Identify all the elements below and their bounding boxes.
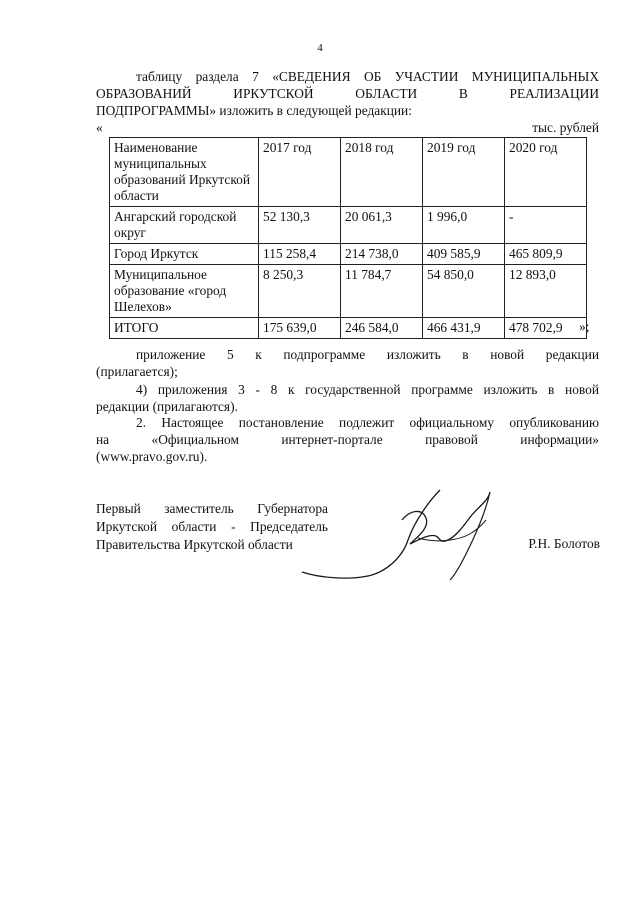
intro-paragraph: [96, 68, 599, 119]
total-value-cell: 246 584,0: [341, 318, 423, 339]
appendix3-8-line-1: 4) приложения 3 - 8 к государственной программе изложить в новой: [136, 382, 599, 397]
value-cell: 465 809,9: [505, 244, 587, 265]
appendix3-8-paragraph: [96, 381, 599, 415]
units-label: тыс. рублей: [532, 120, 599, 135]
header-cell-2017: 2017 год: [259, 138, 341, 207]
table-row: [110, 207, 587, 244]
value-cell: 54 850,0: [423, 265, 505, 318]
signatory-title-line-1: Первый заместитель Губернатора: [96, 501, 328, 516]
value-cell: 214 738,0: [341, 244, 423, 265]
table-close-quote: »;: [579, 319, 590, 334]
header-cell-2019: 2019 год: [423, 138, 505, 207]
publication-line-3: (www.pravo.gov.ru).: [96, 449, 208, 464]
signatory-title-line-2: Иркутской области - Председатель: [96, 519, 328, 534]
appendix5-line-2: (прилагается);: [96, 364, 178, 379]
total-value-cell: 175 639,0: [259, 318, 341, 339]
publication-line-1: 2. Настоящее постановление подлежит официальному опубликованию: [136, 415, 599, 430]
value-cell: 8 250,3: [259, 265, 341, 318]
signatory-title-line-3: Правительства Иркутской области: [96, 537, 293, 552]
total-value-cell: 466 431,9: [423, 318, 505, 339]
value-cell: 1 996,0: [423, 207, 505, 244]
header-cell-2018: 2018 год: [341, 138, 423, 207]
publication-line-2: на «Официальном интернет-портале правовой информации»: [96, 432, 599, 447]
intro-line-2: ОБРАЗОВАНИЙ ИРКУТСКОЙ ОБЛАСТИ В РЕАЛИЗАЦИИ: [96, 86, 599, 101]
intro-line-1: таблицу раздела 7 «СВЕДЕНИЯ ОБ УЧАСТИИ МУНИЦИПАЛЬНЫХ: [136, 69, 599, 84]
value-cell: 52 130,3: [259, 207, 341, 244]
header-cell-name: Наименование муниципальных образований Иркутской области: [110, 138, 259, 207]
value-cell: 12 893,0: [505, 265, 587, 318]
value-cell: 409 585,9: [423, 244, 505, 265]
row-name-cell: Муниципальное образование «город Шелехов»: [110, 265, 259, 318]
total-value-cell: 478 702,9: [505, 318, 587, 339]
table-header-row: [110, 138, 587, 207]
table-row: [110, 265, 587, 318]
value-cell: 20 061,3: [341, 207, 423, 244]
value-cell: -: [505, 207, 587, 244]
page-number: 4: [317, 42, 323, 54]
value-cell: 11 784,7: [341, 265, 423, 318]
row-name-cell: Город Иркутск: [110, 244, 259, 265]
total-label-cell: ИТОГО: [110, 318, 259, 339]
intro-line-3: ПОДПРОГРАММЫ» изложить в следующей редакции:: [96, 103, 412, 118]
municipal-participation-table: [109, 137, 590, 339]
row-name-cell: Ангарский городской округ: [110, 207, 259, 244]
appendix5-line-1: приложение 5 к подпрограмме изложить в новой редакции: [136, 347, 599, 362]
header-cell-2020: 2020 год: [505, 138, 587, 207]
handwritten-signature: [290, 480, 510, 590]
value-cell: 115 258,4: [259, 244, 341, 265]
appendix3-8-line-2: редакции (прилагаются).: [96, 399, 238, 414]
table-total-row: [110, 318, 587, 339]
open-quote: «: [96, 120, 103, 135]
table-row: [110, 244, 587, 265]
signatory-name: Р.Н. Болотов: [528, 536, 600, 551]
publication-paragraph: [96, 414, 599, 465]
appendix5-paragraph: [96, 346, 599, 380]
